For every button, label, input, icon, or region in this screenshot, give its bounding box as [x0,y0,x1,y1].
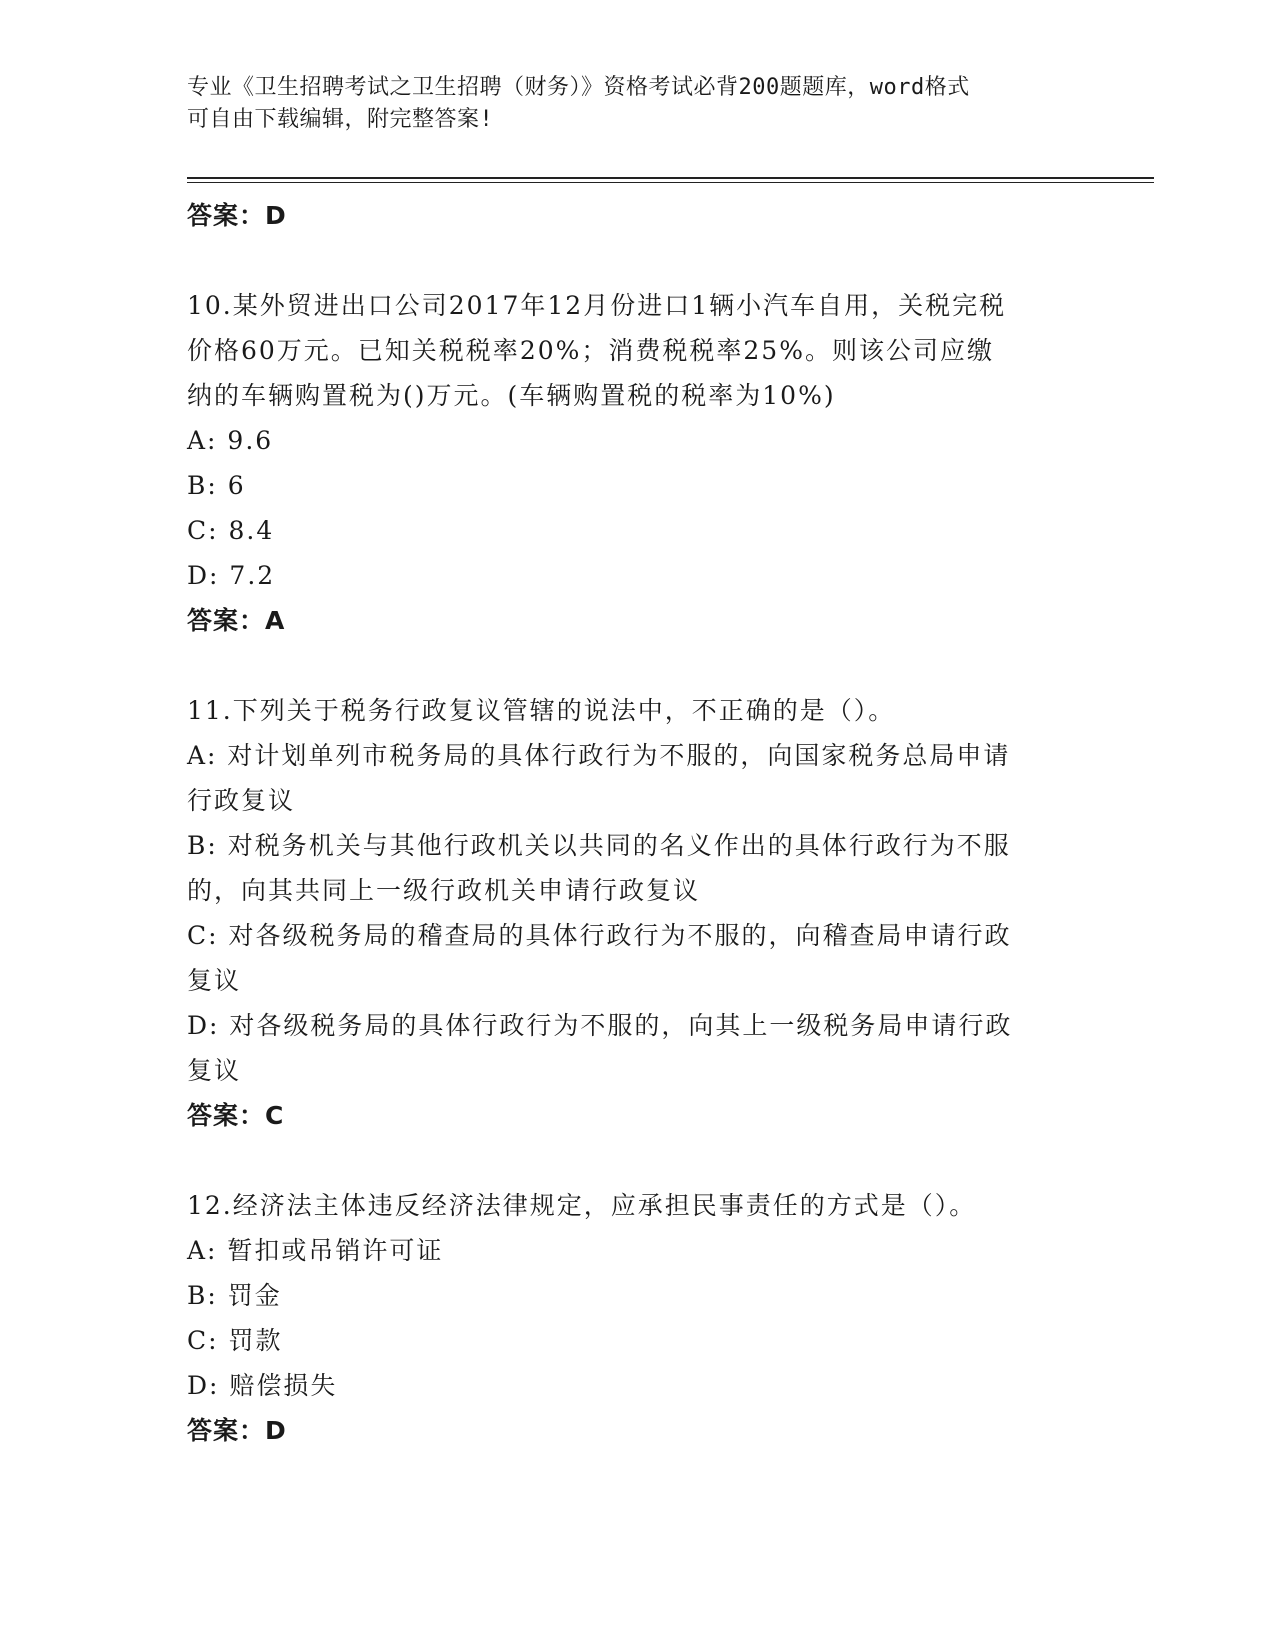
option-b: B: 6 [187,471,246,500]
option-b: B: 罚金 [187,1281,282,1310]
header-divider-thin [187,182,1154,183]
option-c: C: 罚款 [187,1326,283,1355]
document-body [187,193,1087,1453]
question-12 [187,1183,1087,1453]
option-c: C: 对各级税务局的稽查局的具体行政行为不服的，向稽查局申请行政 [187,921,1012,950]
document-header [187,72,1067,136]
answer: 答案：A [187,606,286,635]
option-c: C: 8.4 [187,516,275,545]
option-a: A: 9.6 [187,426,274,455]
option-d: D: 赔偿损失 [187,1371,338,1400]
option-d: D: 对各级税务局的具体行政行为不服的，向其上一级税务局申请行政 [187,1011,1013,1040]
question-text-line: 纳的车辆购置税为()万元。(车辆购置税的税率为10%) [187,381,836,410]
question-11 [187,688,1087,1138]
option-a-cont: 行政复议 [187,786,296,815]
option-d-cont: 复议 [187,1056,242,1085]
header-line-2: 可自由下载编辑，附完整答案! [187,107,494,132]
option-a: A: 暂扣或吊销许可证 [187,1236,444,1265]
prev-answer: 答案：D [187,201,287,230]
header-divider-thick [187,177,1154,179]
option-c-cont: 复议 [187,966,242,995]
option-d: D: 7.2 [187,561,276,590]
option-a: A: 对计划单列市税务局的具体行政行为不服的，向国家税务总局申请 [187,741,1011,770]
question-text-line: 10.某外贸进出口公司2017年12月份进口1辆小汽车自用，关税完税 [187,291,1007,320]
answer: 答案：D [187,1416,287,1445]
question-text-line: 11.下列关于税务行政复议管辖的说法中，不正确的是（）。 [187,696,896,725]
option-b-cont: 的，向其共同上一级行政机关申请行政复议 [187,876,701,905]
header-line-1: 专业《卫生招聘考试之卫生招聘（财务）》资格考试必背200题题库，word格式 [187,75,970,100]
question-10 [187,283,1087,643]
answer: 答案：C [187,1101,285,1130]
question-text-line: 价格60万元。已知关税税率20%；消费税税率25%。则该公司应缴 [187,336,994,365]
question-text-line: 12.经济法主体违反经济法律规定，应承担民事责任的方式是（）。 [187,1191,977,1220]
option-b: B: 对税务机关与其他行政机关以共同的名义作出的具体行政行为不服 [187,831,1011,860]
